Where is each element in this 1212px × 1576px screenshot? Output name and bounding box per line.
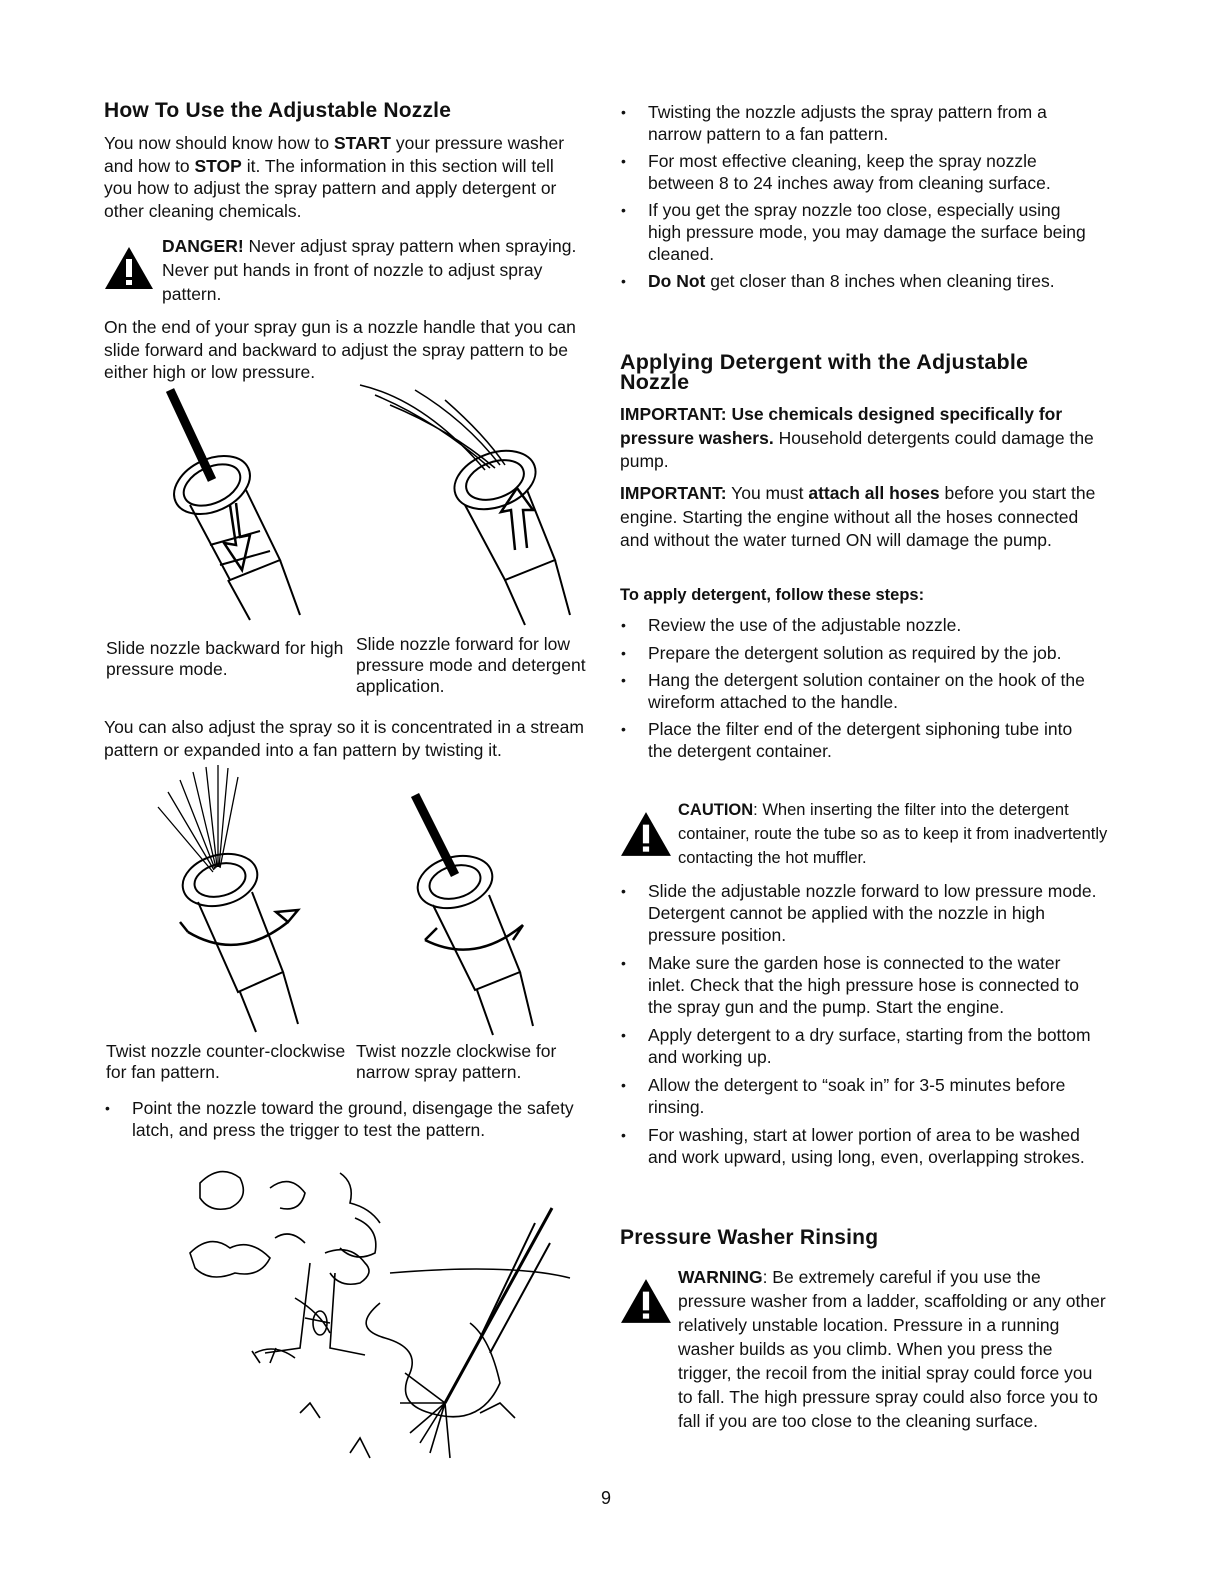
caution-label: CAUTION xyxy=(678,801,754,819)
nozzle-slide-backward-illustration xyxy=(150,385,330,625)
danger-label: DANGER! xyxy=(162,236,244,256)
list-item: • Twisting the nozzle adjusts the spray pattern from a narrow pattern to a fan pattern. xyxy=(620,101,1098,145)
caption-slide-backward: Slide nozzle backward for high pressure mode. xyxy=(106,638,344,679)
list-item: • Apply detergent to a dry surface, starting from the bottom and working up. xyxy=(620,1024,1100,1068)
nozzle-tips-list xyxy=(620,101,1098,292)
spraying-scene-illustration xyxy=(180,1163,580,1478)
nozzle-handle-paragraph: On the end of your spray gun is a nozzle handle that you can slide forward and backward to adjust the spray pattern to be either high or low pressure. xyxy=(104,317,576,382)
intro-paragraph: You now should know how to START your pressure washer and how to STOP it. The information in this section will tell you how to adjust the spray pattern and apply detergent or other cleaning chemicals. xyxy=(104,133,565,221)
caution-notice: CAUTION: When inserting the filter into the detergent container, route the tube so as to keep it from inadvertently contacting the hot muffler. xyxy=(620,798,1114,870)
warning-label: WARNING xyxy=(678,1267,763,1287)
list-item: • Place the filter end of the detergent siphoning tube into the detergent container. xyxy=(620,718,1098,762)
caption-twist-counter-clockwise: Twist nozzle counter-clockwise for fan pattern. xyxy=(106,1041,346,1082)
list-item: • Prepare the detergent solution as required by the job. xyxy=(620,642,1098,664)
section-heading-applying-detergent: Applying Detergent with the Adjustable Nozzle xyxy=(620,350,1029,394)
list-item: • Allow the detergent to “soak in” for 3-5 minutes before rinsing. xyxy=(620,1074,1100,1118)
warning-notice: WARNING: Be extremely careful if you use the pressure washer from a ladder, scaffolding or any other relatively unstable location. Pressure in a running washer builds as you climb. When you press the trigger, the recoil from the initial spray could force you to fall. The high pressure spray could also force you to fall if you are too close to the cleaning surface. xyxy=(620,1265,1110,1433)
section-heading-rinsing: Pressure Washer Rinsing xyxy=(620,1226,879,1249)
danger-notice: DANGER! Never adjust spray pattern when spraying. Never put hands in front of nozzle to adjust spray pattern. xyxy=(104,234,582,306)
caption-slide-forward: Slide nozzle forward for low pressure mode and detergent application. xyxy=(356,634,586,696)
list-item: • Review the use of the adjustable nozzle. xyxy=(620,614,1098,636)
list-item: • For washing, start at lower portion of area to be washed and work upward, using long, even, overlapping strokes. xyxy=(620,1124,1100,1168)
list-item: • If you get the spray nozzle too close, especially using high pressure mode, you may damage the surface being cleaned. xyxy=(620,199,1098,265)
warning-triangle-icon xyxy=(620,1277,672,1325)
twist-paragraph: You can also adjust the spray so it is concentrated in a stream pattern or expanded into a fan pattern by twisting it. xyxy=(104,717,584,760)
list-item: • Hang the detergent solution container on the hook of the wireform attached to the handle. xyxy=(620,669,1098,713)
list-item: • For most effective cleaning, keep the spray nozzle between 8 to 24 inches away from cleaning surface. xyxy=(620,150,1098,194)
nozzle-twist-narrow-illustration xyxy=(395,790,555,1040)
nozzle-slide-forward-illustration xyxy=(355,380,585,630)
test-pattern-bullet: • Point the nozzle toward the ground, disengage the safety latch, and press the trigger to test the pattern. xyxy=(104,1097,594,1141)
warning-triangle-icon xyxy=(620,810,672,858)
section-heading-adjustable-nozzle: How To Use the Adjustable Nozzle xyxy=(104,99,452,122)
steps-heading: To apply detergent, follow these steps: xyxy=(620,586,925,604)
detergent-steps-list-1 xyxy=(620,614,1098,762)
warning-triangle-icon xyxy=(104,246,154,290)
page-number: 9 xyxy=(600,1488,611,1508)
list-item: • Do Not get closer than 8 inches when cleaning tires. xyxy=(620,270,1098,292)
list-item: • Slide the adjustable nozzle forward to low pressure mode. Detergent cannot be applied with the nozzle in high pressure position. xyxy=(620,880,1100,946)
detergent-steps-list-2 xyxy=(620,880,1100,1168)
important-hoses-note: IMPORTANT: You must attach all hoses before you start the engine. Starting the engine without all the hoses connected and without the water turned ON will damage the pump. xyxy=(620,483,1096,550)
nozzle-twist-fan-illustration xyxy=(148,762,328,1037)
caption-twist-clockwise: Twist nozzle clockwise for narrow spray pattern. xyxy=(356,1041,557,1082)
important-chemicals-note: IMPORTANT: Use chemicals designed specifically for pressure washers. Household detergents could damage the pump. xyxy=(620,404,1094,471)
list-item: • Make sure the garden hose is connected to the water inlet. Check that the high pressure hose is connected to the spray gun and the pump. Start the engine. xyxy=(620,952,1100,1018)
